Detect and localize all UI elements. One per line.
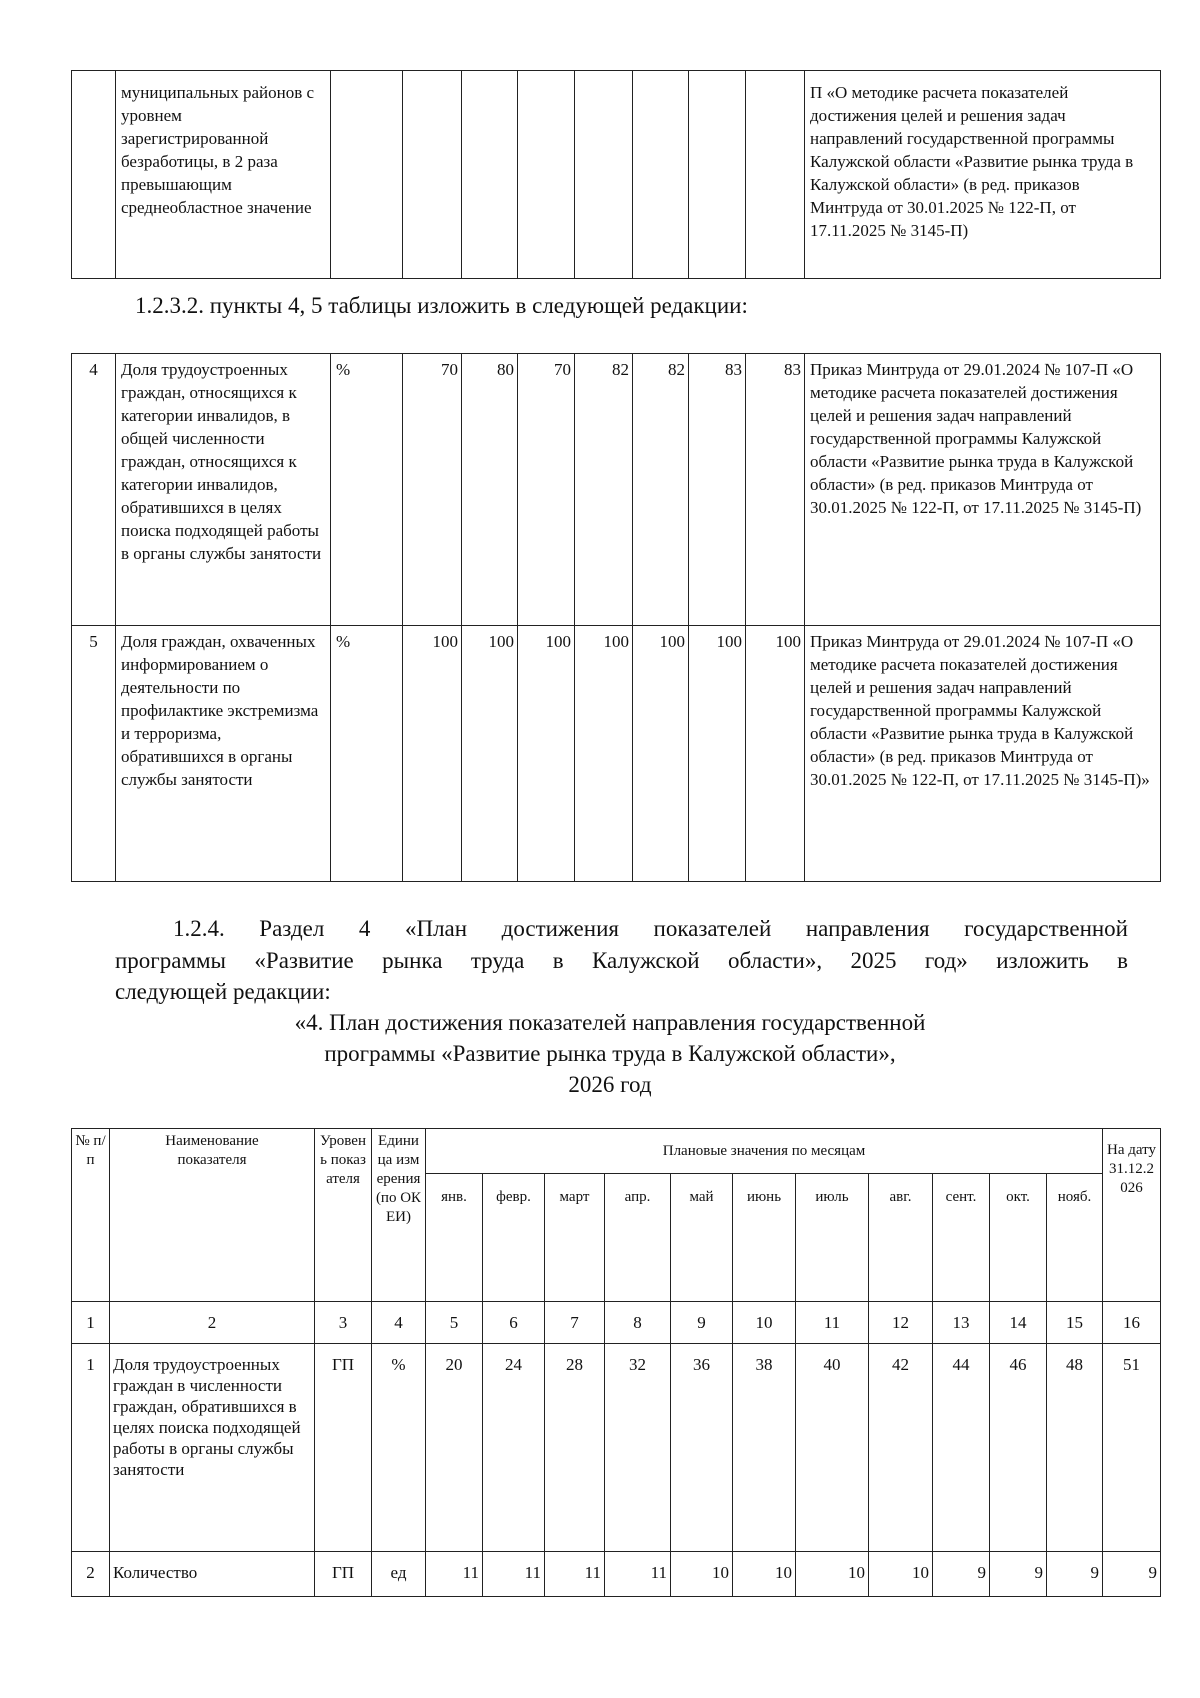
- cell-value: 70: [518, 354, 575, 626]
- cell-value: 10: [796, 1552, 869, 1597]
- header-month: окт.: [990, 1174, 1047, 1302]
- header-month: июнь: [733, 1174, 796, 1302]
- column-number: 1: [72, 1302, 110, 1344]
- cell-no: [72, 71, 116, 279]
- cell-value: 38: [733, 1344, 796, 1552]
- column-number: 4: [372, 1302, 426, 1344]
- cell-value: 48: [1047, 1344, 1103, 1552]
- column-number: 6: [483, 1302, 545, 1344]
- cell-no: 1: [72, 1344, 110, 1552]
- header-month: июль: [796, 1174, 869, 1302]
- column-number: 15: [1047, 1302, 1103, 1344]
- cell-value: 11: [605, 1552, 671, 1597]
- cell-name: Доля граждан, охваченных информированием о деятельности по профилактике экстремизма и терроризма, обратившихся в органы службы занятости: [116, 626, 331, 882]
- cell-value: 9: [1047, 1552, 1103, 1597]
- table-row: [72, 1344, 1161, 1552]
- cell-value: 83: [746, 354, 805, 626]
- cell-value: 10: [869, 1552, 933, 1597]
- plan-title-line1: «4. План достижения показателей направления государственной: [294, 1010, 926, 1035]
- header-month: янв.: [426, 1174, 483, 1302]
- cell-value: 40: [796, 1344, 869, 1552]
- header-month: нояб.: [1047, 1174, 1103, 1302]
- cell-value: 100: [689, 626, 746, 882]
- cell-value: 9: [990, 1552, 1047, 1597]
- cell-unit: ед: [372, 1552, 426, 1597]
- indicators-table-items: [71, 353, 1161, 882]
- paragraph-1232: 1.2.3.2. пункты 4, 5 таблицы изложить в следующей редакции:: [135, 293, 748, 318]
- cell-value: 11: [483, 1552, 545, 1597]
- cell-value: 82: [575, 354, 633, 626]
- column-number: 8: [605, 1302, 671, 1344]
- cell-value: 80: [462, 354, 518, 626]
- cell-source: Приказ Минтруда от 29.01.2024 № 107-П «О методике расчета показателей достижения целей и решения задач направлений государственной программы Калужской области «Развитие рынка труда в Калужской области» (в ред. приказов Минтруда от 30.01.2025 № 122-П, от 17.11.2025 № 3145-П): [805, 354, 1161, 626]
- cell-value: 100: [403, 626, 462, 882]
- header-row: [72, 1129, 1161, 1174]
- cell-value: 70: [403, 354, 462, 626]
- cell-value: 51: [1103, 1344, 1161, 1552]
- cell-value: 100: [462, 626, 518, 882]
- cell-name: Доля трудоустроенных граждан в численности граждан, обратившихся в целях поиска подходящей работы в органы службы занятости: [110, 1344, 315, 1552]
- cell-value: 100: [518, 626, 575, 882]
- cell-value: 82: [633, 354, 689, 626]
- column-number: 2: [110, 1302, 315, 1344]
- cell-value: 46: [990, 1344, 1047, 1552]
- cell-unit: %: [331, 626, 403, 882]
- table-row: [72, 354, 1161, 626]
- cell-source: Приказ Минтруда от 29.01.2024 № 107-П «О методике расчета показателей достижения целей и решения задач направлений государственной программы Калужской области «Развитие рынка труда в Калужской области» (в ред. приказов Минтруда от 30.01.2025 № 122-П, от 17.11.2025 № 3145-П)»: [805, 626, 1161, 882]
- cell-source: П «О методике расчета показателей достижения целей и решения задач направлений государственной программы Калужской области «Развитие рынка труда в Калужской области» (в ред. приказов Минтруда от 30.01.2025 № 122-П, от 17.11.2025 № 3145-П): [805, 71, 1161, 279]
- plan-title-line3: 2026 год: [568, 1072, 652, 1097]
- header-no: № п/п: [72, 1129, 110, 1302]
- column-number: 11: [796, 1302, 869, 1344]
- cell-value: 20: [426, 1344, 483, 1552]
- cell-value: 10: [671, 1552, 733, 1597]
- column-number: 5: [426, 1302, 483, 1344]
- cell-value: 100: [746, 626, 805, 882]
- paragraph-124-line1: 1.2.4. Раздел 4 «План достижения показателей направления государственной: [173, 916, 1128, 941]
- cell-value: 9: [933, 1552, 990, 1597]
- table-row: [72, 626, 1161, 882]
- cell-name: Количество: [110, 1552, 315, 1597]
- cell-value: 36: [671, 1344, 733, 1552]
- column-number: 10: [733, 1302, 796, 1344]
- cell-value: 10: [733, 1552, 796, 1597]
- column-number: 3: [315, 1302, 372, 1344]
- cell-value: 32: [605, 1344, 671, 1552]
- paragraph-124-line2: программы «Развитие рынка труда в Калужской области», 2025 год» изложить в: [115, 948, 1128, 973]
- cell-value: 100: [575, 626, 633, 882]
- cell-name: муниципальных районов с уровнем зарегистрированной безработицы, в 2 раза превышающим среднеобластное значение: [116, 71, 331, 279]
- cell-value: 42: [869, 1344, 933, 1552]
- cell-value: 11: [426, 1552, 483, 1597]
- paragraph-124-line3: следующей редакции:: [115, 979, 331, 1004]
- cell-value: 11: [545, 1552, 605, 1597]
- header-planned: Плановые значения по месяцам: [426, 1129, 1103, 1174]
- cell-value: 9: [1103, 1552, 1161, 1597]
- cell-level: ГП: [315, 1552, 372, 1597]
- header-month: май: [671, 1174, 733, 1302]
- plan-table: [71, 1128, 1161, 1597]
- plan-title-line2: программы «Развитие рынка труда в Калужской области»,: [324, 1041, 896, 1066]
- header-month: авг.: [869, 1174, 933, 1302]
- cell-no: 4: [72, 354, 116, 626]
- indicators-table-continuation: [71, 70, 1161, 279]
- header-month: март: [545, 1174, 605, 1302]
- cell-value: 44: [933, 1344, 990, 1552]
- cell-no: 2: [72, 1552, 110, 1597]
- cell-unit: %: [372, 1344, 426, 1552]
- cell-value: 100: [633, 626, 689, 882]
- header-name: Наименование показателя: [110, 1129, 315, 1302]
- cell-value: 83: [689, 354, 746, 626]
- column-number: 16: [1103, 1302, 1161, 1344]
- column-number: 13: [933, 1302, 990, 1344]
- cell-value: 24: [483, 1344, 545, 1552]
- table-row: [72, 71, 1161, 279]
- cell-level: ГП: [315, 1344, 372, 1552]
- header-month: февр.: [483, 1174, 545, 1302]
- header-date: На дату 31.12.2026: [1103, 1129, 1161, 1302]
- header-unit: Единица измерения (по ОКЕИ): [372, 1129, 426, 1302]
- column-numbers-row: [72, 1302, 1161, 1344]
- cell-unit: %: [331, 354, 403, 626]
- cell-no: 5: [72, 626, 116, 882]
- column-number: 12: [869, 1302, 933, 1344]
- cell-value: 28: [545, 1344, 605, 1552]
- header-month: апр.: [605, 1174, 671, 1302]
- cell-name: Доля трудоустроенных граждан, относящихся к категории инвалидов, в общей численности граждан, относящихся к категории инвалидов, обратившихся в целях поиска подходящей работы в органы службы занятости: [116, 354, 331, 626]
- column-number: 14: [990, 1302, 1047, 1344]
- column-number: 9: [671, 1302, 733, 1344]
- column-number: 7: [545, 1302, 605, 1344]
- header-level: Уровень показателя: [315, 1129, 372, 1302]
- table-row: [72, 1552, 1161, 1597]
- header-month: сент.: [933, 1174, 990, 1302]
